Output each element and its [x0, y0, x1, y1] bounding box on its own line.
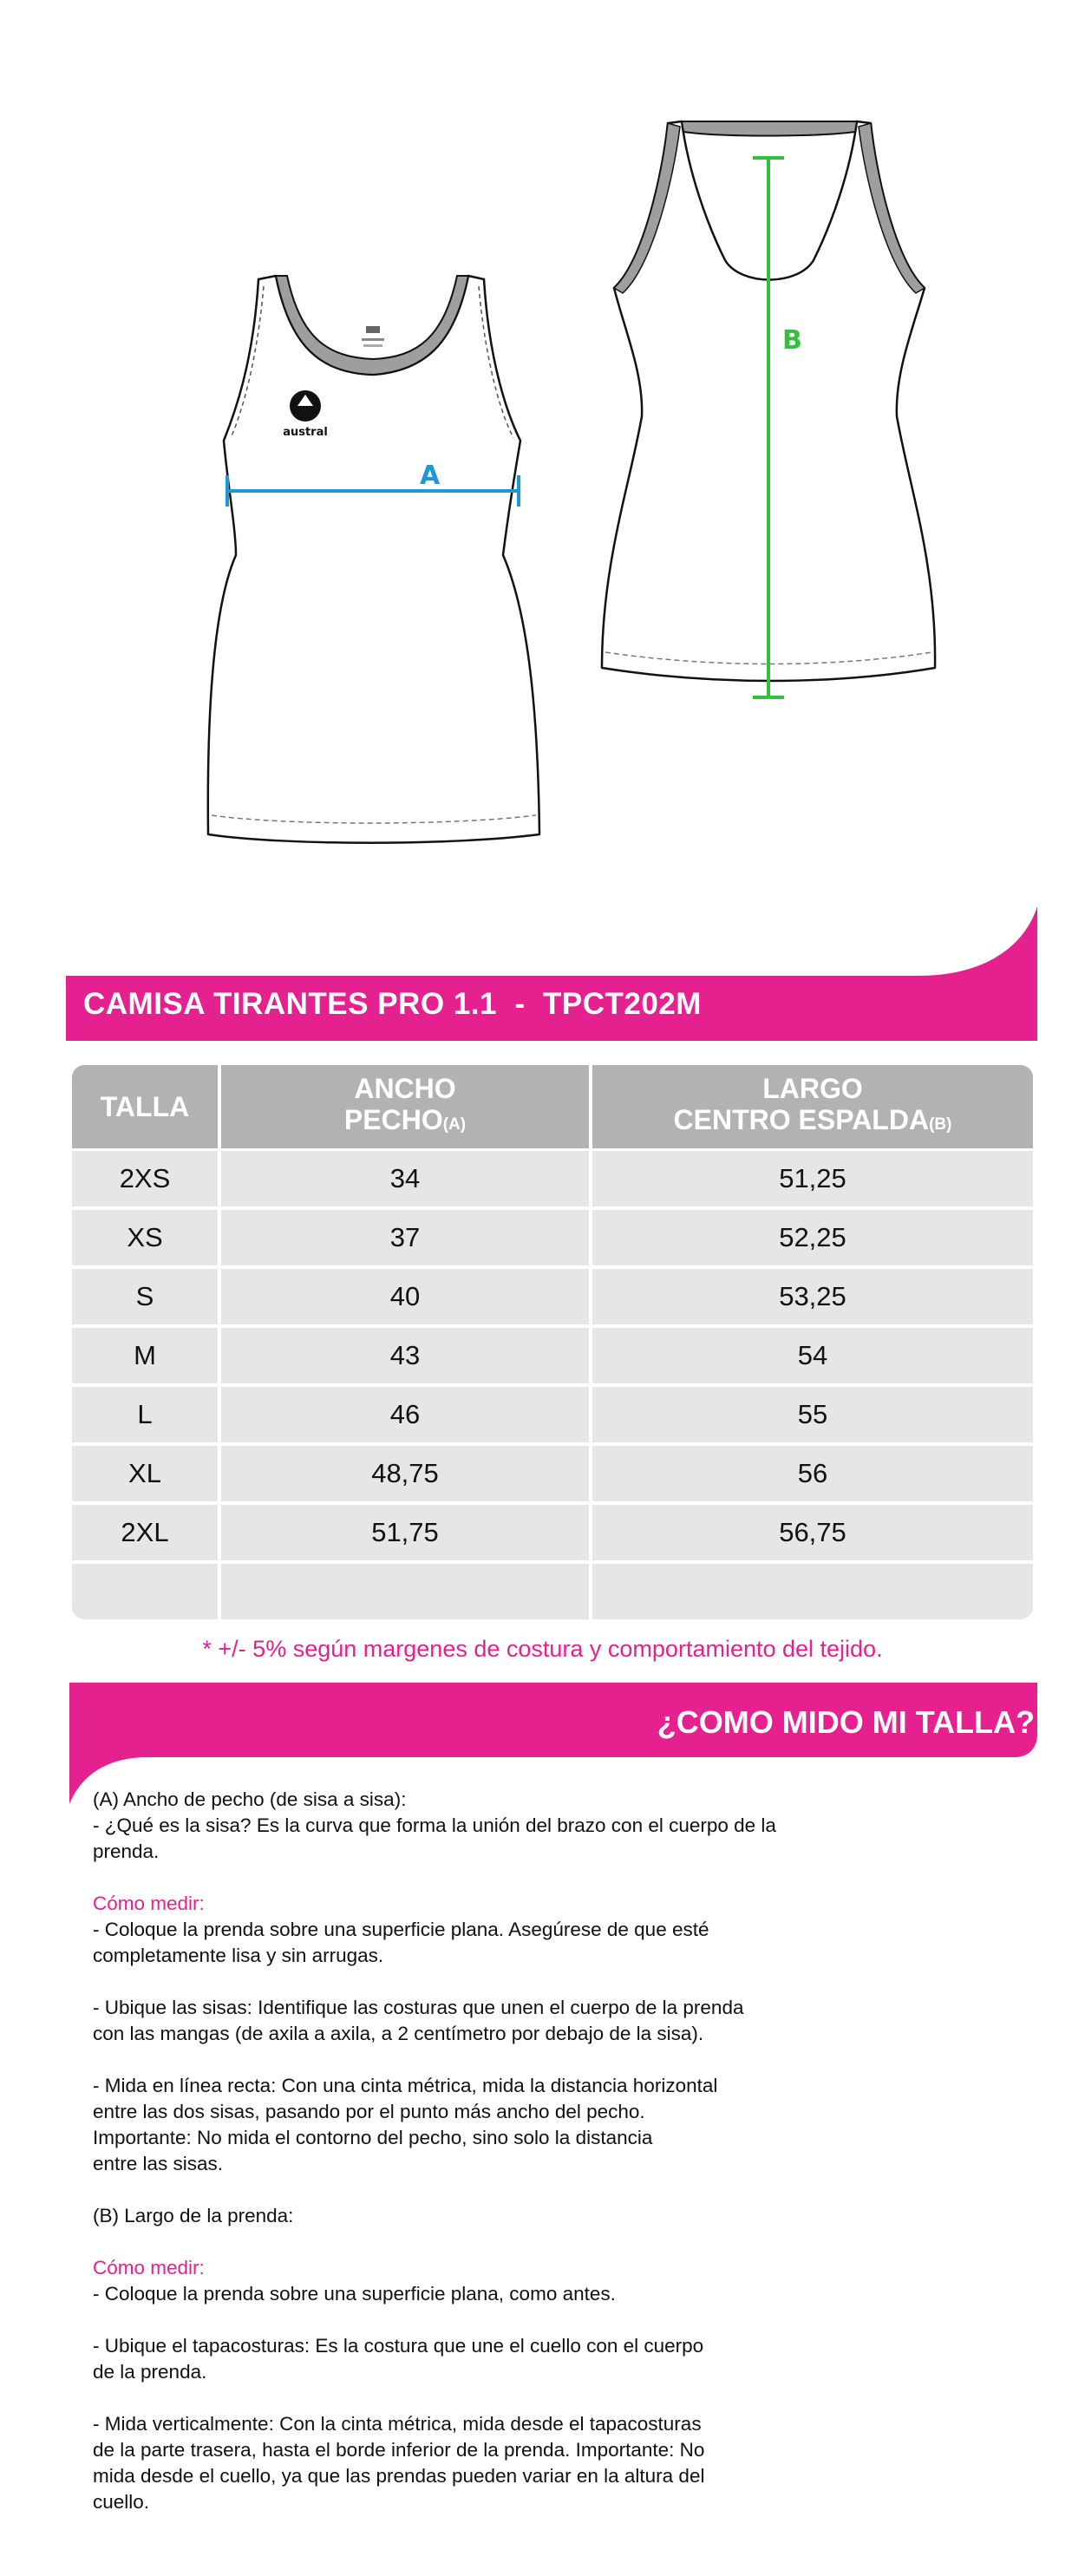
section-a-how: [93, 1891, 839, 1969]
cell-largo: 51,25: [592, 1151, 1033, 1210]
cell-largo: 53,25: [592, 1269, 1033, 1328]
text-line: Importante: No mida el contorno del pecho, sino solo la distancia: [93, 2127, 653, 2148]
label-a: A: [420, 461, 441, 491]
table-row: [72, 1269, 1033, 1328]
table-row: [72, 1151, 1033, 1210]
cell-largo: 52,25: [592, 1210, 1033, 1269]
cell-ancho: [221, 1564, 592, 1619]
text-line: - Mida en línea recta: Con una cinta métrica, mida la distancia horizontal: [93, 2075, 718, 2096]
cell-ancho: 40: [221, 1269, 592, 1328]
measuring-instructions: [93, 1787, 839, 2541]
cell-talla: 2XS: [72, 1151, 221, 1210]
section-b-heading: (B) Largo de la prenda:: [93, 2205, 294, 2226]
garment-illustration: [0, 0, 1085, 867]
section-a: [93, 1787, 839, 1865]
cell-ancho: 43: [221, 1328, 592, 1387]
back-tank-top: [602, 121, 935, 697]
text-line: mida desde el cuello, ya que las prendas pueden variar en la altura del: [93, 2465, 705, 2487]
front-tank-top: [208, 276, 539, 843]
section-a-step2: [93, 1995, 839, 2047]
cell-ancho: 48,75: [221, 1446, 592, 1505]
text-line: prenda.: [93, 1840, 160, 1862]
text-line: - Mida verticalmente: Con la cinta métrica, mida desde el tapacosturas: [93, 2413, 702, 2435]
cell-ancho: 37: [221, 1210, 592, 1269]
tolerance-note: * +/- 5% según margenes de costura y comportamiento del tejido.: [202, 1636, 883, 1662]
cell-talla: S: [72, 1269, 221, 1328]
text-line: de la parte trasera, hasta el borde inferior de la prenda. Importante: No: [93, 2439, 705, 2461]
text-line: completamente lisa y sin arrugas.: [93, 1945, 384, 1966]
text-line: con las mangas (de axila a axila, a 2 centímetro por debajo de la sisa).: [93, 2023, 704, 2044]
cell-largo: 56,75: [592, 1505, 1033, 1564]
cell-talla: XL: [72, 1446, 221, 1505]
table-row: [72, 1564, 1033, 1619]
cell-largo: 54: [592, 1328, 1033, 1387]
como-medir-label: Cómo medir:: [93, 1893, 205, 1914]
cell-talla: [72, 1564, 221, 1619]
text-line: entre las sisas.: [93, 2153, 224, 2174]
table-row: [72, 1328, 1033, 1387]
section-a-step3: [93, 2073, 839, 2177]
text-line: - Ubique las sisas: Identifique las costuras que unen el cuerpo de la prenda: [93, 1997, 744, 2018]
section-a-heading: (A) Ancho de pecho (de sisa a sisa):: [93, 1788, 407, 1810]
cell-talla: XS: [72, 1210, 221, 1269]
cell-talla: 2XL: [72, 1505, 221, 1564]
table-row: [72, 1505, 1033, 1564]
text-line: - Coloque la prenda sobre una superficie plana. Asegúrese de que esté: [93, 1919, 709, 1940]
text-line: cuello.: [93, 2491, 150, 2513]
cell-largo: 56: [592, 1446, 1033, 1505]
cell-ancho: 34: [221, 1151, 592, 1210]
size-table: [72, 1065, 1033, 1619]
logo-text: austral: [283, 426, 328, 439]
section-b-how: [93, 2255, 839, 2307]
cell-ancho: 46: [221, 1387, 592, 1446]
cell-talla: L: [72, 1387, 221, 1446]
header-largo-centro-espalda: LARGO CENTRO ESPALDA(B): [592, 1065, 1033, 1151]
section-b-step3: [93, 2411, 839, 2515]
howto-title: ¿COMO MIDO MI TALLA?: [657, 1704, 1035, 1740]
cell-largo: 55: [592, 1387, 1033, 1446]
text-line: - Coloque la prenda sobre una superficie plana, como antes.: [93, 2283, 616, 2305]
cell-talla: M: [72, 1328, 221, 1387]
table-header-row: [72, 1065, 1033, 1151]
header-ancho-pecho: ANCHO PECHO(A): [221, 1065, 592, 1151]
table-row: [72, 1210, 1033, 1269]
como-medir-label: Cómo medir:: [93, 2257, 205, 2279]
text-line: de la prenda.: [93, 2361, 207, 2383]
product-title: CAMISA TIRANTES PRO 1.1 - TPCT202M: [83, 987, 702, 1021]
text-line: entre las dos sisas, pasando por el punto más ancho del pecho.: [93, 2101, 645, 2122]
header-talla: TALLA: [72, 1065, 221, 1151]
table-row: [72, 1387, 1033, 1446]
section-b-step2: [93, 2333, 839, 2385]
label-b: B: [782, 325, 802, 356]
cell-largo: [592, 1564, 1033, 1619]
cell-ancho: 51,75: [221, 1505, 592, 1564]
section-b: [93, 2203, 839, 2229]
table-row: [72, 1446, 1033, 1505]
neck-tag: [366, 326, 380, 333]
text-line: - Ubique el tapacosturas: Es la costura que une el cuello con el cuerpo: [93, 2335, 704, 2357]
text-line: - ¿Qué es la sisa? Es la curva que forma la unión del brazo con el cuerpo de la: [93, 1814, 776, 1836]
